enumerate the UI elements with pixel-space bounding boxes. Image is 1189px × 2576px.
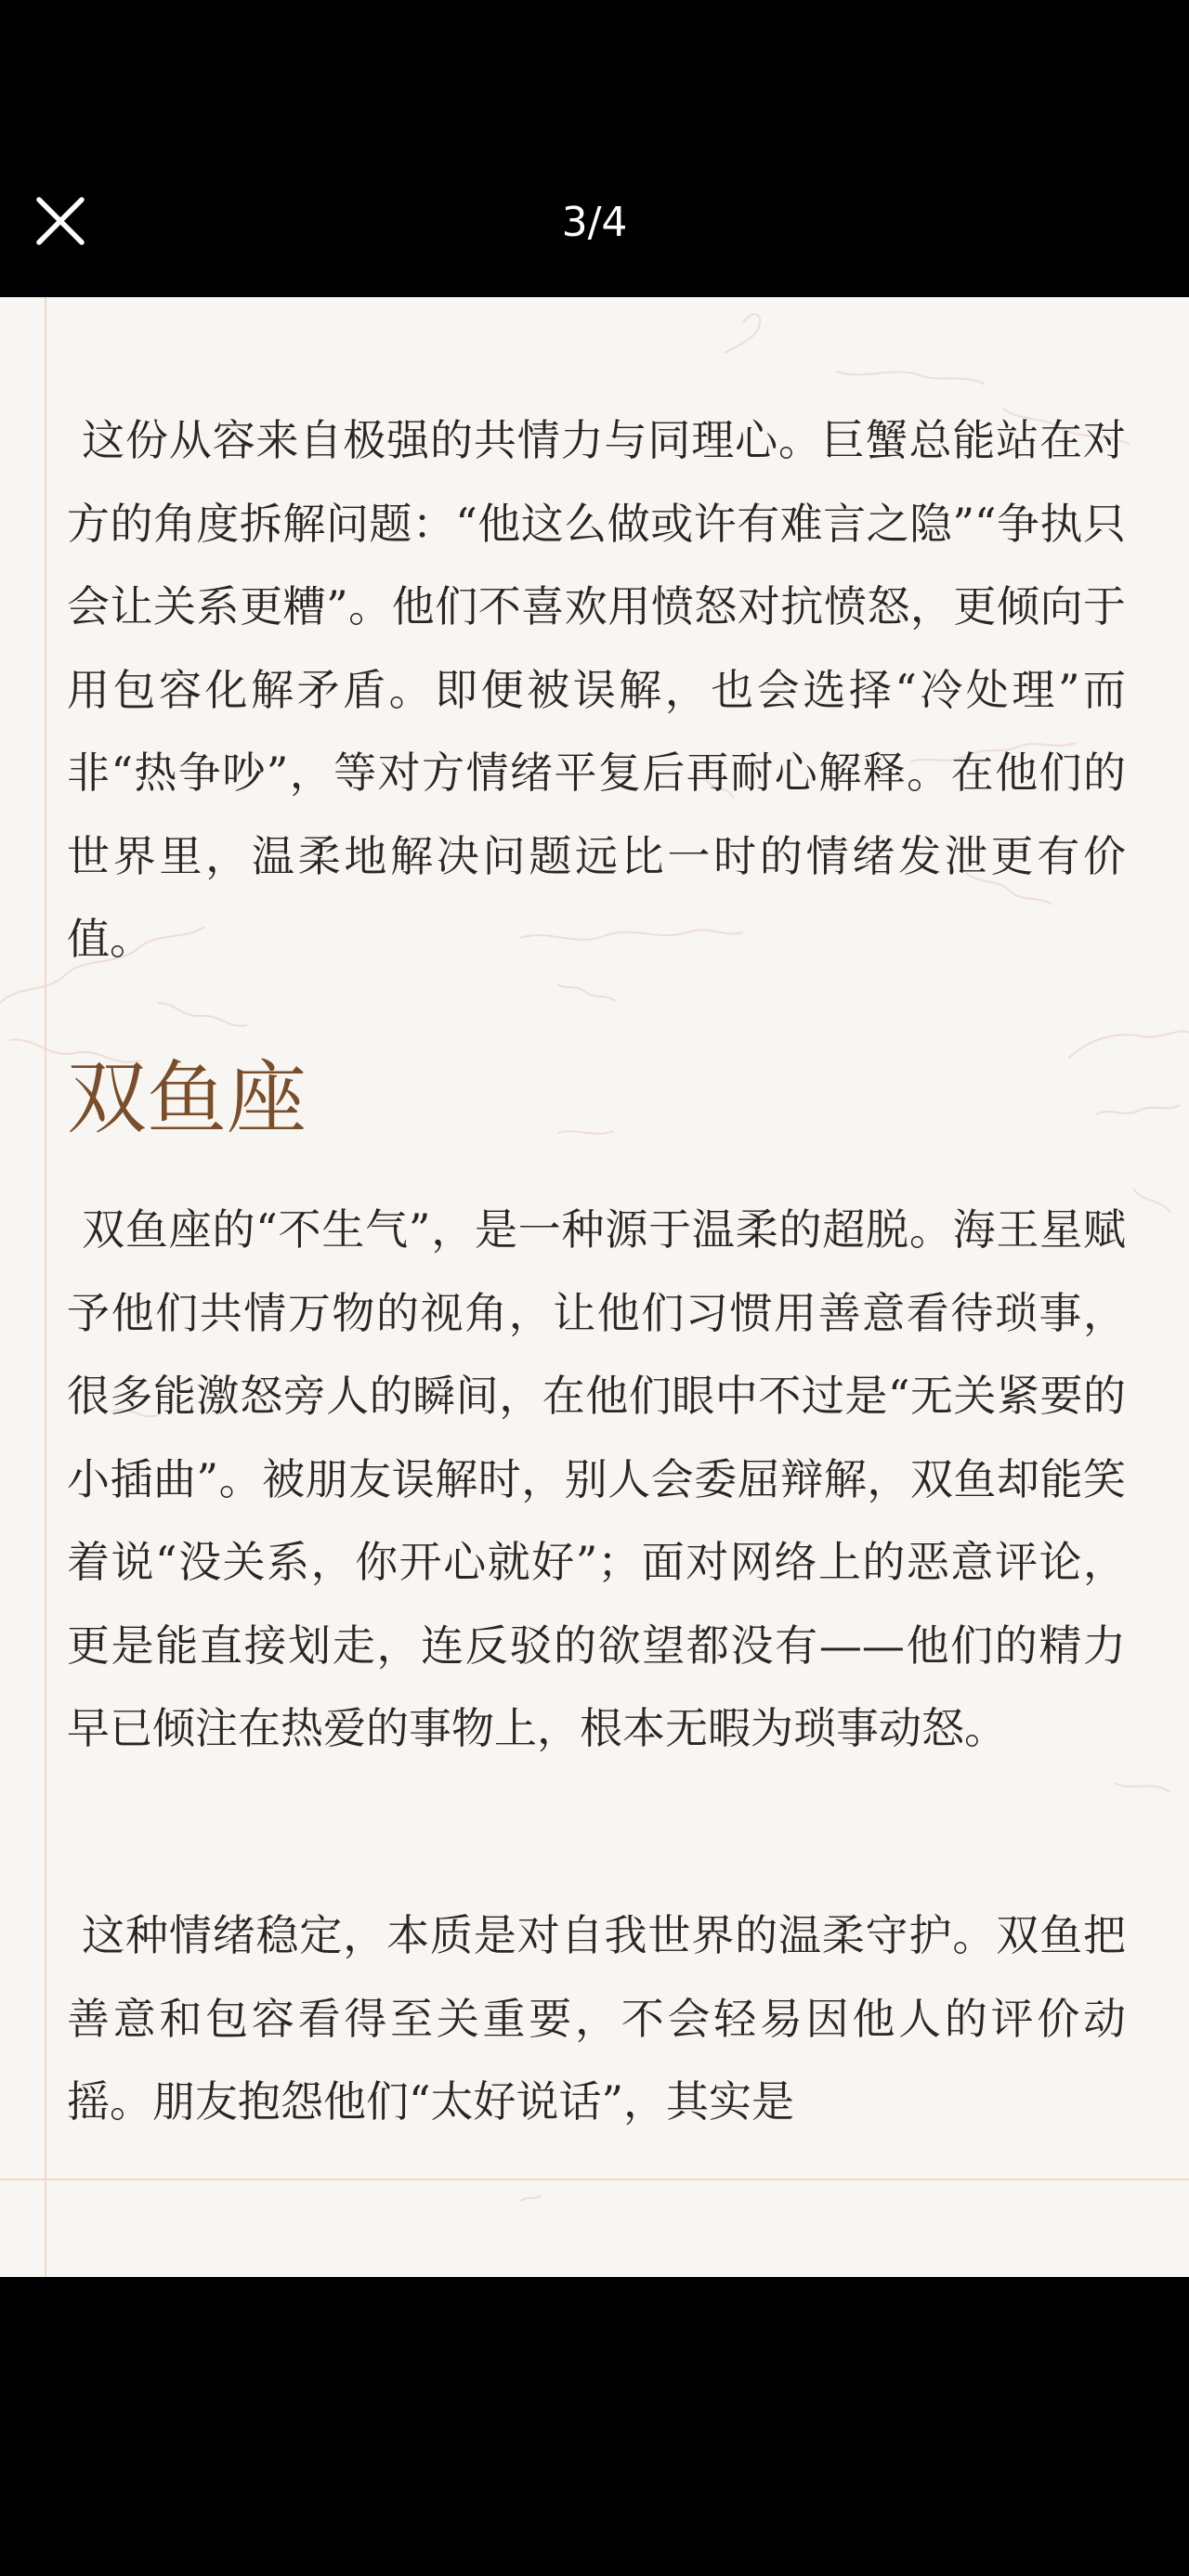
paragraph-pisces-2: 这种情绪稳定，本质是对自我世界的温柔守护。双鱼把善意和包容看得至关重要，不会轻易因他人的评价动摇。朋友抱怨他们“太好说话”，其实是 xyxy=(67,1910,1126,2127)
paragraph-cancer: 这份从容来自极强的共情力与同理心。巨蟹总能站在对方的角度拆解问题：“他这么做或许有难言之隐”“争执只会让关系更糟”。他们不喜欢用愤怒对抗愤怒，更倾向于用包容化解矛盾。即便被误解，也会选择“冷处理”而非“热争吵”，等对方情绪平复后再耐心解释。在他们的世界里，温柔地解决问题远比一时的情绪发泄更有价值。 xyxy=(67,415,1126,964)
paragraph-pisces-1: 双鱼座的“不生气”，是一种源于温柔的超脱。海王星赋予他们共情万物的视角，让他们习惯用善意看待琐事，很多能激怒旁人的瞬间，在他们眼中不过是“无关紧要的小插曲”。被朋友误解时，别人会委屈辩解，双鱼却能笑着说“没关系，你开心就好”；面对网络上的恶意评论，更是能直接划走，连反驳的欲望都没有——他们的精力早已倾注在热爱的事物上，根本无暇为琐事动怒。 xyxy=(67,1204,1126,1753)
viewer-bottom-area xyxy=(0,2277,1189,2576)
page-bottom-rule xyxy=(0,2179,1189,2180)
viewer-top-bar xyxy=(0,0,1189,297)
page-indicator: 3/4 xyxy=(561,199,628,246)
document-page[interactable] xyxy=(0,297,1189,2277)
section-heading-pisces: 双鱼座 xyxy=(67,1052,307,1145)
page-margin-line xyxy=(45,297,46,2277)
